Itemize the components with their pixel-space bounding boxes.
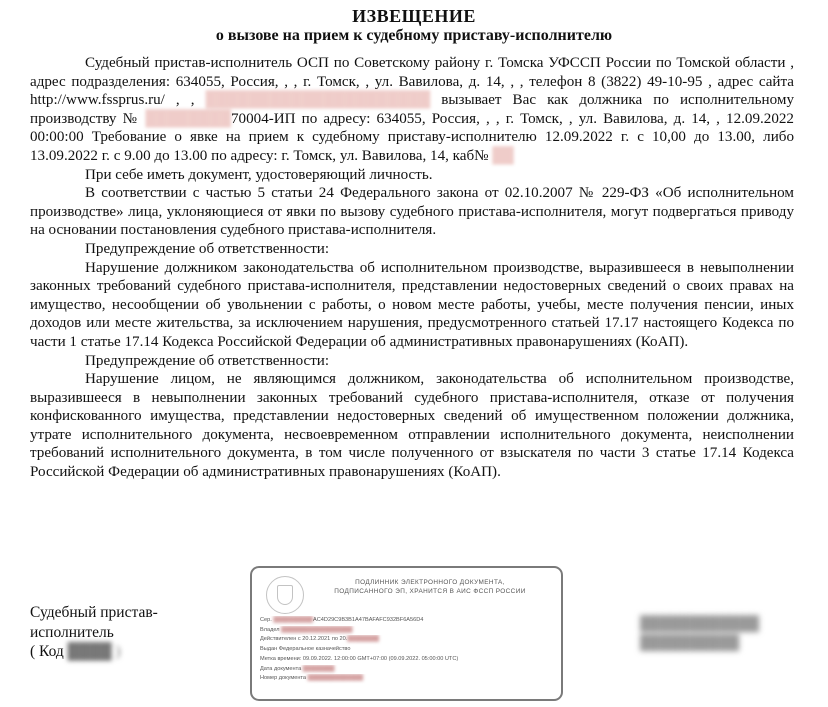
stamp-cert-value: AC4D29C9B3B1A47BAFAFC932BF6A56D4	[313, 617, 424, 623]
redacted-name-line-2: ██████████	[640, 636, 740, 651]
summons-case: 70004-ИП по адресу: 634055, Россия, , , г. Томск, , ул. Вавилова, д. 14, , 12.09.2022 00:00:00 Требование о явке на прием к судебному приставу-исполнителю 12.09.2022 г. с 10,00 до 13.00, либо 13.09.2022 г. с 9.00 до 13.00 по адресу: г. Томск, ул. Вавилова, 14, каб№	[30, 110, 794, 164]
document-title: ИЗВЕЩЕНИЕ	[352, 6, 476, 26]
redacted-name: █████████████████████	[205, 92, 431, 109]
stamp-valid	[260, 635, 555, 645]
stamp-details	[260, 616, 555, 684]
stamp-header	[310, 578, 550, 596]
redacted-code: ████ )	[63, 643, 121, 660]
stamp-header-line-1: ПОДЛИННИК ЭЛЕКТРОННОГО ДОКУМЕНТА,	[355, 579, 505, 586]
signer-line-1: Судебный пристав-	[30, 604, 158, 621]
e-signature-stamp	[250, 566, 563, 701]
stamp-valid-label: Действителен с 20.12.2021 по 20.	[260, 636, 348, 643]
document-body	[30, 54, 794, 482]
warning-text-2: Нарушение лицом, не являющимся должником, законодательства об исполнительном производстве, выразившееся в невыполнении законных требований судебного пристава-исполнителя, отказе от получения конфискованного имущества, представлении недостоверных сведений об имущественном положении должника, утрате исполнительного документа, несвоевременном отправлении исполнительного документа, неисполнении требований исполнительного документа, в том числе полученного от взыскателя по части 3 статье 17.14 Кодекса Российской Федерации об административных правонарушениях (КоАП).	[30, 371, 794, 481]
redacted-number: ██████████████	[307, 675, 364, 682]
warning-text-1: Нарушение должником законодательства об исполнительном производстве, выразившееся в невыполнении законных требований судебного пристава-исполнителя, представлении недостоверных сведений о своих правах на имущество, несообщении об увольнении с работы, о новом месте работы, учебы, месте получения пенсии, иных доходов или месте жительства, за исключением нарушения, предусмотренного статьей 17.17 настоящего Кодекса по части 1 статье 17.14 Кодекса Российской Федерации об административных правонарушениях (КоАП).	[30, 259, 794, 350]
redacted-case-number: ████████	[145, 110, 231, 127]
stamp-number-label: Номер документа	[260, 675, 307, 682]
stamp-issuer: Выдан Федеральное казначейство	[260, 646, 351, 653]
redacted-signer-name	[640, 615, 800, 655]
warning-title-2: Предупреждение об ответственности:	[85, 352, 330, 369]
redacted-cert-prefix: ██████████	[273, 617, 314, 623]
summons-middle: вызывает Вас как должника по исполнительному производству №	[30, 92, 794, 127]
document-subtitle: о вызове на прием к судебному приставу-исполнителю	[215, 27, 613, 44]
stamp-cert-label: Сер.	[260, 617, 272, 623]
warning-title-1: Предупреждение об ответственности:	[85, 240, 330, 257]
stamp-timestamp: Метка времени: 09.09.2022. 12:00:00 GMT+07:00 (09.09.2022. 05:00:00 UTC)	[260, 655, 459, 662]
stamp-owner-label: Владел	[260, 626, 280, 633]
summons-intro: Судебный пристав-исполнитель ОСП по Советскому району г. Томска УФССП России по Томской области , адрес подразделения: 634055, Россия, , , г. Томск, , ул. Вавилова, д. 14, , , телефон 8 (3822) 49-10-95 , адрес сайта http://www.fssprus.ru/ , ,	[30, 55, 794, 109]
signer-code-label: ( Код	[30, 643, 64, 660]
stamp-header-line-2: ПОДПИСАННОГО ЭП, ХРАНИТСЯ В АИС ФССП РОССИИ	[334, 588, 526, 595]
paragraph-law: В соответствии с частью 5 статьи 24 Федерального закона от 02.10.2007 № 229-ФЗ «Об исполнительном производстве» лица, уклоняющиеся от явки по вызову судебного пристава-исполнителя, могут подвергаться приводу на основании постановления судебного пристава-исполнителя.	[30, 185, 794, 239]
paragraph-summons	[30, 54, 794, 166]
redacted-name-line-1: ████████████	[640, 617, 760, 632]
redacted-date: ████████	[302, 665, 335, 672]
emblem-icon	[266, 576, 304, 614]
redacted-owner: ██████████████████	[281, 626, 353, 633]
stamp-date-label: Дата документа	[260, 665, 302, 672]
redacted-valid-to: ████████	[347, 636, 380, 643]
stamp-number	[260, 674, 555, 684]
redacted-office: ██	[492, 147, 514, 164]
signer-block	[30, 603, 230, 662]
paragraph-id-doc: При себе иметь документ, удостоверяющий личность.	[85, 166, 433, 183]
stamp-owner	[260, 626, 555, 636]
signer-line-2: исполнитель	[30, 623, 114, 641]
signer-line-3	[30, 642, 230, 662]
stamp-cert	[260, 616, 555, 626]
stamp-date	[260, 665, 555, 675]
